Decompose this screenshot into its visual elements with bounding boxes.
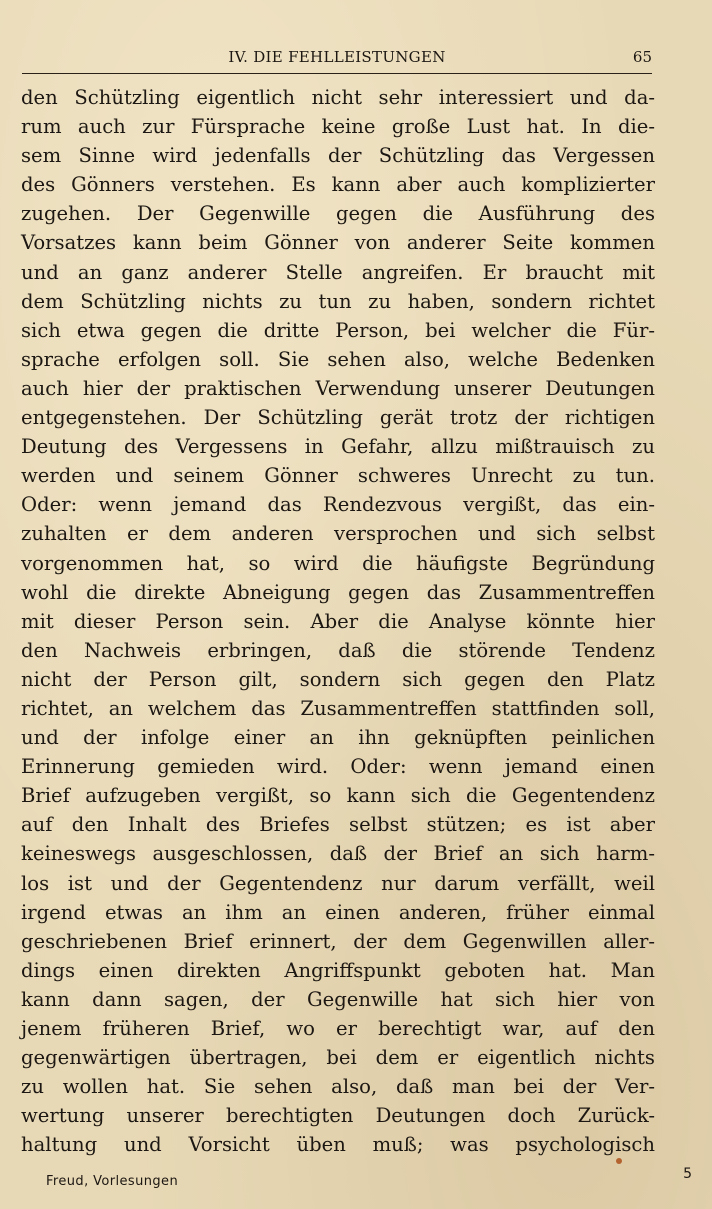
text-line: mit dieser Person sein. Aber die Analyse könnte hier (21, 609, 655, 633)
text-line: zugehen. Der Gegenwille gegen die Ausführung des (21, 202, 655, 226)
page-number: 65 (632, 48, 652, 66)
text-line: entgegenstehen. Der Schützling gerät trotz der richtigen (21, 406, 655, 430)
text-line: zu wollen hat. Sie sehen also, daß man bei der Ver- (21, 1075, 655, 1099)
signature-line: Freud, Vorlesungen (46, 1174, 179, 1189)
text-line: los ist und der Gegentendenz nur darum verfällt, weil (21, 871, 655, 895)
signature-number: 5 (683, 1166, 692, 1182)
text-line: Erinnerung gemieden wird. Oder: wenn jemand einen (21, 755, 655, 779)
text-line: geschriebenen Brief erinnert, der dem Gegenwillen aller- (21, 929, 655, 953)
running-head (22, 46, 652, 70)
text-line: auf den Inhalt des Briefes selbst stützen; es ist aber (21, 813, 655, 837)
text-line: werden und seinem Gönner schweres Unrecht zu tun. (21, 464, 655, 488)
text-line: richtet, an welchem das Zusammentreffen stattfinden soll, (21, 696, 655, 720)
text-line: jenem früheren Brief, wo er berechtigt war, auf den (21, 1017, 655, 1040)
text-line: dem Schützling nichts zu tun zu haben, sondern richtet (21, 289, 655, 313)
header-rule (22, 73, 652, 74)
text-line: gegenwärtigen übertragen, bei dem er eigentlich nichts (21, 1046, 655, 1070)
ink-stain (616, 1158, 622, 1164)
text-line: Brief aufzugeben vergißt, so kann sich die Gegentendenz (21, 784, 655, 808)
text-line: den Schützling eigentlich nicht sehr interessiert und da- (21, 86, 655, 109)
text-line: sprache erfolgen soll. Sie sehen also, welche Bedenken (21, 347, 655, 371)
text-line: irgend etwas an ihm an einen anderen, früher einmal (21, 900, 655, 924)
running-title: IV. DIE FEHLLEISTUNGEN (228, 48, 446, 66)
text-line: den Nachweis erbringen, daß die störende Tendenz (21, 638, 655, 662)
text-line: vorgenommen hat, so wird die häufigste Begründung (21, 551, 655, 575)
body-text (21, 83, 655, 1159)
text-line: und an ganz anderer Stelle angreifen. Er braucht mit (21, 260, 655, 284)
text-line: nicht der Person gilt, sondern sich gegen den Platz (21, 667, 655, 691)
text-line: haltung und Vorsicht üben muß; was psychologisch (21, 1133, 655, 1157)
text-line: des Gönners verstehen. Es kann aber auch komplizierter (21, 173, 655, 197)
text-line: sich etwa gegen die dritte Person, bei welcher die Für- (21, 318, 655, 342)
text-line: dings einen direkten Angriffspunkt geboten hat. Man (21, 958, 655, 982)
text-line: zuhalten er dem anderen versprochen und sich selbst (21, 522, 655, 546)
text-line: Oder: wenn jemand das Rendezvous vergißt, das ein- (21, 493, 655, 517)
text-line: Deutung des Vergessens in Gefahr, allzu mißtrauisch zu (21, 435, 655, 459)
text-line: und der infolge einer an ihn geknüpften peinlichen (21, 726, 655, 750)
text-line: sem Sinne wird jedenfalls der Schützling das Vergessen (21, 144, 655, 168)
text-line: kann dann sagen, der Gegenwille hat sich hier von (21, 987, 655, 1011)
text-line: rum auch zur Fürsprache keine große Lust hat. In die- (21, 115, 655, 139)
text-line: keineswegs ausgeschlossen, daß der Brief an sich harm- (21, 842, 655, 866)
text-line: Vorsatzes kann beim Gönner von anderer Seite kommen (21, 231, 655, 255)
text-line: wertung unserer berechtigten Deutungen doch Zurück- (21, 1104, 655, 1128)
text-line: wohl die direkte Abneigung gegen das Zusammentreffen (21, 580, 655, 604)
text-line: auch hier der praktischen Verwendung unserer Deutungen (21, 376, 655, 400)
